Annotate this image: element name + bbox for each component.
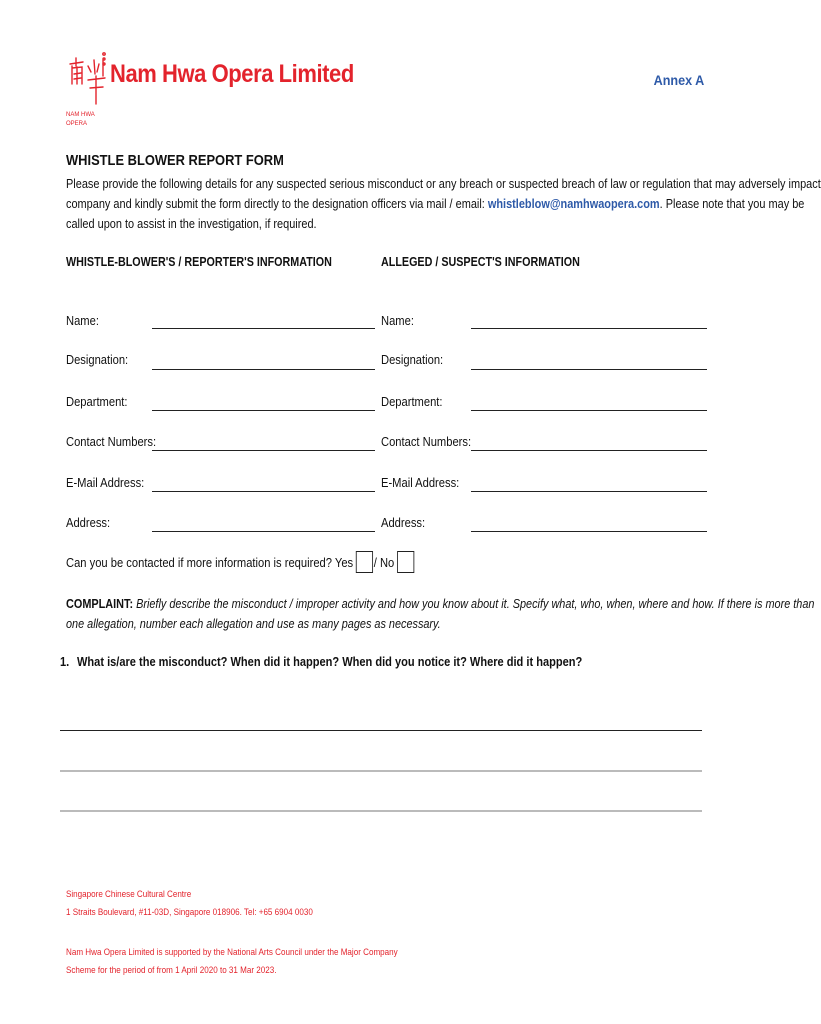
reporter-name-label: Name: (66, 313, 99, 328)
question-text: What is/are the misconduct? When did it happen? When did you notice it? Where did it happen? (77, 654, 583, 669)
suspect-email-label: E-Mail Address: (381, 475, 460, 490)
reporter-designation-field[interactable] (152, 369, 375, 370)
intro-line: Please provide the following details for any suspected serious misconduct or any breach or suspected breach of law or regulation that may adversely impact (66, 176, 821, 191)
footer-address-title: Singapore Chinese Cultural Centre (66, 889, 192, 900)
logo-emblem (66, 50, 106, 110)
form-intro (66, 174, 821, 234)
form-title: WHISTLE BLOWER REPORT FORM (66, 152, 284, 169)
reporter-name-field[interactable] (152, 328, 375, 329)
no-checkbox[interactable] (397, 551, 414, 573)
answer-line[interactable] (60, 770, 702, 772)
reporter-section-heading: WHISTLE-BLOWER'S / REPORTER'S INFORMATION (66, 255, 332, 269)
logo-calligraphy-icon (66, 50, 106, 110)
complaint-text: Briefly describe the misconduct / improper activity and how you know about it. Specify what, who, when, where and how. If there is more than (133, 596, 815, 611)
yes-checkbox[interactable] (356, 551, 373, 573)
intro-text: company and kindly submit the form directly to the designation officers via mail / email: (66, 196, 488, 211)
reporter-contact-label: Contact Numbers: (66, 434, 157, 449)
logo-subtext-line-2: OPERA (66, 121, 88, 127)
question-1 (60, 654, 582, 669)
complaint-instructions (66, 594, 815, 634)
reporter-email-label: E-Mail Address: (66, 475, 145, 490)
logo-subtext-line-1: NAM HWA (66, 112, 95, 118)
reporter-email-field[interactable] (152, 491, 375, 492)
reporter-department-field[interactable] (152, 410, 375, 411)
reporter-designation-label: Designation: (66, 352, 129, 367)
reporter-address-label: Address: (66, 515, 111, 530)
question-number: 1. (60, 654, 70, 669)
suspect-department-label: Department: (381, 394, 443, 409)
intro-line (66, 194, 805, 214)
suspect-section-heading: ALLEGED / SUSPECT'S INFORMATION (381, 255, 580, 269)
intro-line: called upon to assist in the investigation, if required. (66, 216, 317, 231)
suspect-department-field[interactable] (471, 410, 707, 411)
company-name: Nam Hwa Opera Limited (110, 60, 354, 88)
contact-question-row (66, 548, 415, 576)
answer-line[interactable] (60, 730, 702, 731)
complaint-label: COMPLAINT: (66, 596, 134, 611)
complaint-text: one allegation, number each allegation and use as many pages as necessary. (66, 616, 441, 631)
suspect-contact-label: Contact Numbers: (381, 434, 472, 449)
reporter-contact-field[interactable] (152, 450, 375, 451)
complaint-line (66, 614, 712, 634)
footer-address: 1 Straits Boulevard, #11-03D, Singapore 018906. Tel: +65 6904 0030 (66, 907, 313, 918)
email-link[interactable]: whistleblow@namhwaopera.com (487, 196, 660, 211)
complaint-line (66, 594, 815, 614)
company-logo (66, 48, 354, 138)
suspect-address-label: Address: (381, 515, 426, 530)
no-label: / No (373, 554, 395, 570)
footer-support-note: Nam Hwa Opera Limited is supported by the National Arts Council under the Major Company (66, 947, 398, 958)
reporter-address-field[interactable] (152, 531, 375, 532)
annex-label: Annex A (653, 72, 704, 88)
suspect-designation-field[interactable] (471, 369, 707, 370)
answer-line[interactable] (60, 810, 702, 812)
intro-text: . Please note that you may be (659, 196, 805, 211)
suspect-contact-field[interactable] (471, 450, 707, 451)
reporter-department-label: Department: (66, 394, 128, 409)
contact-question-text: Can you be contacted if more information is required? Yes (66, 554, 354, 570)
suspect-name-field[interactable] (471, 328, 707, 329)
suspect-address-field[interactable] (471, 531, 707, 532)
suspect-name-label: Name: (381, 313, 414, 328)
footer-support-period: Scheme for the period of from 1 April 2020 to 31 Mar 2023. (66, 965, 277, 976)
suspect-email-field[interactable] (471, 491, 707, 492)
suspect-designation-label: Designation: (381, 352, 444, 367)
